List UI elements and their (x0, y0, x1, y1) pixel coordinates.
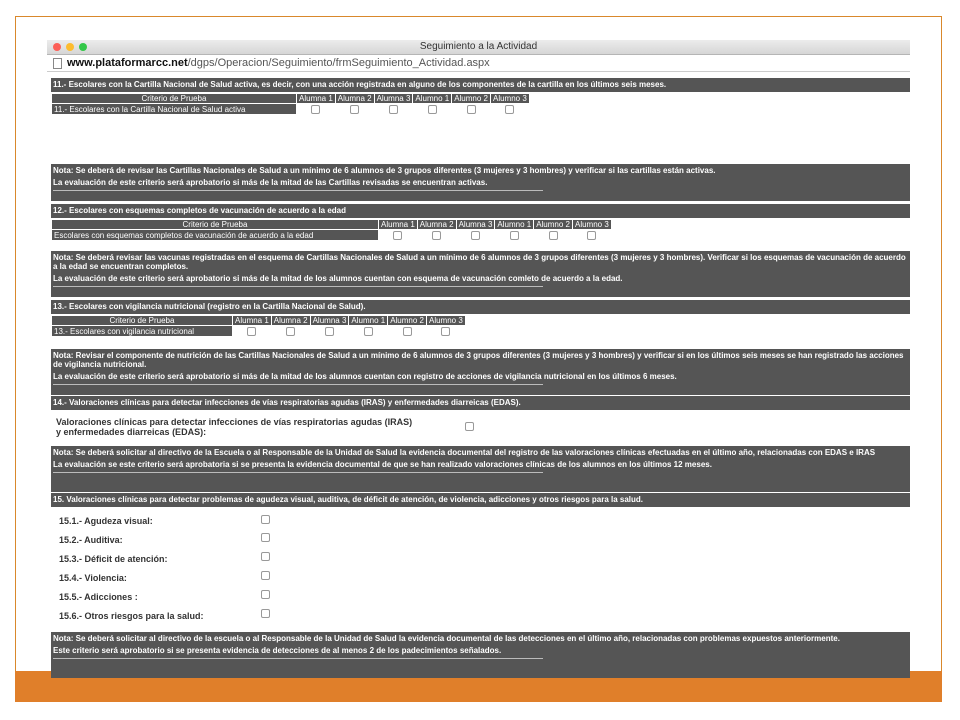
section-12-note (51, 251, 910, 297)
url-host: www.plataformarcc.net (67, 57, 188, 69)
checkbox[interactable] (286, 327, 295, 336)
divider (53, 658, 543, 659)
col-alumno-1: Alumno 1 (349, 316, 388, 326)
checkbox[interactable] (311, 105, 320, 114)
checkbox[interactable] (261, 552, 270, 561)
list-item: 15.4.- Violencia: (59, 573, 127, 583)
address-bar[interactable] (47, 55, 910, 72)
col-alumna-2: Alumna 2 (271, 316, 310, 326)
close-button[interactable] (53, 43, 61, 51)
checkbox[interactable] (393, 231, 402, 240)
col-alumno-3: Alumno 3 (490, 94, 529, 104)
divider (53, 286, 543, 287)
checkbox[interactable] (549, 231, 558, 240)
note-text: Nota: Se deberá solicitar al directivo de la escuela o al Responsable de la Unidad de Salud la evidencia documental de las detecciones en el último año, relacionadas con problemas expuestos anteriormente. (53, 634, 840, 643)
checkbox[interactable] (325, 327, 334, 336)
checkbox[interactable] (505, 105, 514, 114)
checkbox[interactable] (261, 515, 270, 524)
checkbox[interactable] (261, 609, 270, 618)
url-path: /dgps/Operacion/Seguimiento/frmSeguimiento_Actividad.aspx (187, 57, 490, 69)
item-label: y enfermedades diarreicas (EDAS): (56, 427, 207, 437)
section-15-title: 15. Valoraciones clínicas para detectar problemas de agudeza visual, auditiva, de déficit de atención, de violencia, adicciones y otros riesgos para la salud. (51, 493, 910, 507)
table-row (52, 104, 530, 115)
checkbox[interactable] (587, 231, 596, 240)
section-13-table (51, 315, 466, 337)
col-alumna-1: Alumna 1 (297, 94, 336, 104)
list-item: 15.6.- Otros riesgos para la salud: (59, 611, 204, 621)
list-item: 15.1.- Agudeza visual: (59, 516, 153, 526)
note-text: Este criterio será aprobatorio si se presenta evidencia de detecciones de al menos 2 de los padecimientos señalados. (53, 646, 502, 655)
note-text: La evaluación de este criterio será aprobatorio si más de la mitad de las Cartillas revisadas se encuentran activas. (53, 178, 488, 187)
checkbox[interactable] (471, 231, 480, 240)
page-icon (53, 58, 62, 69)
section-12-table (51, 219, 612, 241)
table-row (52, 326, 466, 337)
note-text: Nota: Se deberá de revisar las Cartillas Nacionales de Salud a un mínimo de 6 alumnos de 3 grupos diferentes (3 mujeres y 3 hombres) y verificar si las cartillas están activas. (53, 166, 716, 175)
list-item: 15.5.- Adicciones : (59, 592, 138, 602)
col-alumno-2: Alumno 2 (452, 94, 491, 104)
checkbox[interactable] (441, 327, 450, 336)
checkbox[interactable] (389, 105, 398, 114)
row-label: 13.- Escolares con vigilancia nutricional (52, 326, 233, 337)
browser-window (47, 40, 910, 655)
section-11-note (51, 164, 910, 201)
divider (53, 190, 543, 191)
section-14-note (51, 446, 910, 492)
row-label: 11.- Escolares con la Cartilla Nacional de Salud activa (52, 104, 297, 115)
list-item: 15.2.- Auditiva: (59, 535, 123, 545)
note-text: Nota: Se deberá revisar las vacunas registradas en el esquema de Cartillas Nacionales de Salud a un mínimo de 6 alumnos de 3 grupos diferentes (3 mujeres y 3 hombres). Verificar si los esquemas de vacunación de acuerdo a la edad se encuentran completos. (53, 253, 906, 271)
checkbox[interactable] (261, 590, 270, 599)
col-alumno-2: Alumno 2 (534, 220, 573, 230)
note-text: La evaluación de este criterio será aprobatorio si más de la mitad de los alumnos cuentan con registro de acciones de vigilancia nutricional en los últimos 6 meses. (53, 372, 677, 381)
checkbox[interactable] (465, 422, 474, 431)
checkbox[interactable] (364, 327, 373, 336)
section-12-title: 12.- Escolares con esquemas completos de vacunación de acuerdo a la edad (51, 204, 910, 218)
divider (53, 472, 543, 473)
checkbox[interactable] (510, 231, 519, 240)
note-text: La evaluación se este criterio será aprobatoria si se presenta la evidencia documental de que se han realizado valoraciones clínicas de los alumnos en los últimos 12 meses. (53, 460, 712, 469)
col-alumno-1: Alumno 1 (413, 94, 452, 104)
col-alumna-2: Alumna 2 (335, 94, 374, 104)
title-bar (47, 40, 910, 55)
item-label: Valoraciones clínicas para detectar infecciones de vías respiratorias agudas (IRAS) (56, 417, 413, 427)
section-11-table (51, 93, 530, 115)
col-alumno-1: Alumno 1 (495, 220, 534, 230)
col-alumno-2: Alumno 2 (388, 316, 427, 326)
criteria-header: Criterio de Prueba (52, 94, 297, 104)
note-text: Nota: Se deberá solicitar al directivo de la Escuela o al Responsable de la Unidad de Salud la evidencia documental del registro de las valoraciones clínicas efectuadas en el último año, relacionadas con EDAS e IRAS (53, 448, 876, 457)
section-13-note (51, 349, 910, 395)
criteria-header: Criterio de Prueba (52, 220, 379, 230)
list-item: 15.3.- Déficit de atención: (59, 554, 168, 564)
checkbox[interactable] (403, 327, 412, 336)
criteria-header: Criterio de Prueba (52, 316, 233, 326)
checkbox[interactable] (261, 571, 270, 580)
col-alumna-1: Alumna 1 (379, 220, 418, 230)
checkbox[interactable] (432, 231, 441, 240)
col-alumna-3: Alumna 3 (374, 94, 413, 104)
col-alumna-1: Alumna 1 (233, 316, 272, 326)
col-alumna-2: Alumna 2 (417, 220, 456, 230)
table-row (52, 230, 612, 241)
note-text: Nota: Revisar el componente de nutrición de las Cartillas Nacionales de Salud a un mínimo de 6 alumnos de 3 grupos diferentes (3 mujeres y 3 hombres) y verificar si en los últimos seis meses se han registrado las acciones de vigilancia nutricional. (53, 351, 904, 369)
maximize-button[interactable] (79, 43, 87, 51)
checkbox[interactable] (247, 327, 256, 336)
row-label: Escolares con esquemas completos de vacunación de acuerdo a la edad (52, 230, 379, 241)
minimize-button[interactable] (66, 43, 74, 51)
checkbox[interactable] (350, 105, 359, 114)
checkbox[interactable] (261, 533, 270, 542)
col-alumna-3: Alumna 3 (456, 220, 495, 230)
window-title: Seguimiento a la Actividad (419, 41, 538, 52)
section-15-note (51, 632, 910, 678)
window-controls (53, 43, 87, 51)
col-alumna-3: Alumna 3 (310, 316, 349, 326)
section-14-item (56, 417, 412, 437)
section-13-title: 13.- Escolares con vigilancia nutricional (registro en la Cartilla Nacional de Salud). (51, 300, 910, 314)
section-14-title: 14.- Valoraciones clínicas para detectar infecciones de vías respiratorias agudas (IRAS) y enfermedades diarreicas (EDAS). (51, 396, 910, 410)
note-text: La evaluación de este criterio será aprobatorio si más de la mitad de los alumnos cuentan con esquema de vacunación comleto de acuerdo a la edad. (53, 274, 623, 283)
section-11-title: 11.- Escolares con la Cartilla Nacional de Salud activa, es decir, con una acción registrada en alguno de los componentes de la cartilla en los últimos seis meses. (51, 78, 910, 92)
col-alumno-3: Alumno 3 (572, 220, 611, 230)
col-alumno-3: Alumno 3 (426, 316, 465, 326)
checkbox[interactable] (467, 105, 476, 114)
checkbox[interactable] (428, 105, 437, 114)
divider (53, 384, 543, 385)
